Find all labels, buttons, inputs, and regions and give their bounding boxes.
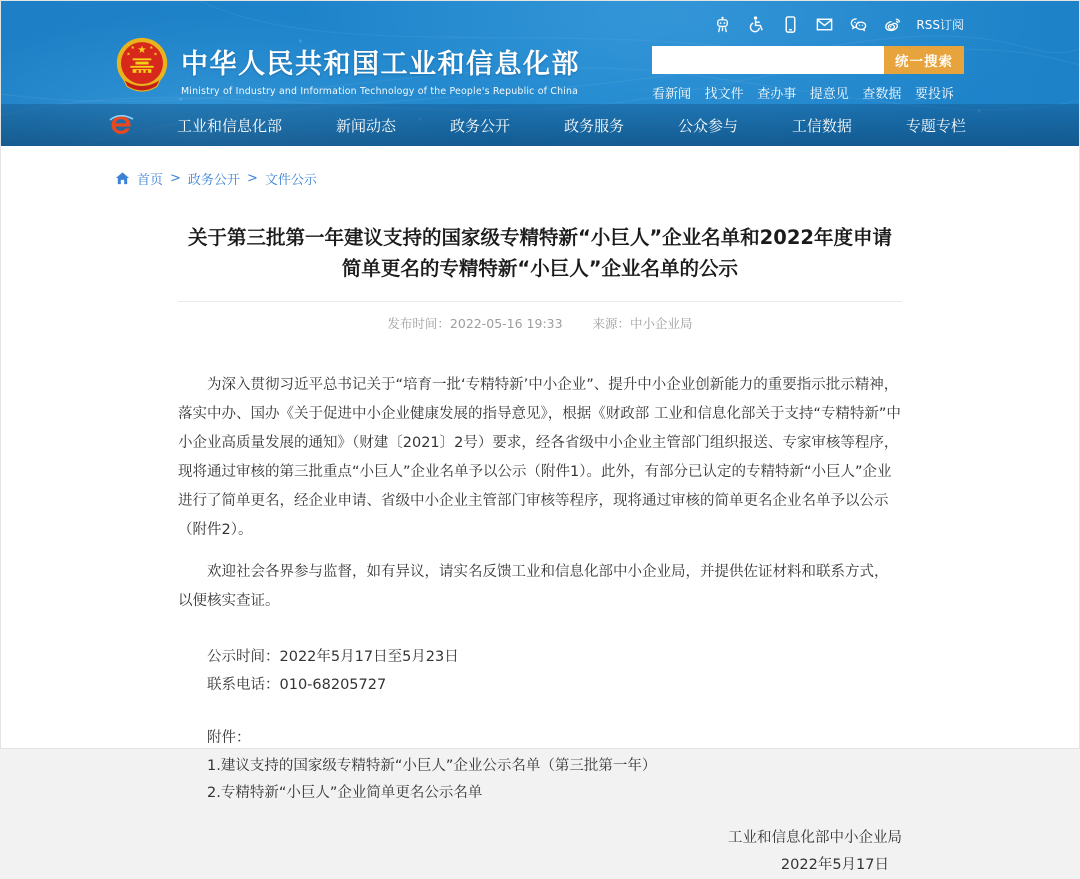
nav-item-topics[interactable]: 专题专栏 xyxy=(905,116,966,135)
header-icon-row xyxy=(652,11,964,37)
nav-item-participation[interactable]: 公众参与 xyxy=(677,116,738,135)
article-meta xyxy=(178,314,902,332)
nav-item-gov-open[interactable]: 政务公开 xyxy=(449,116,510,135)
signature-block xyxy=(178,825,902,879)
wechat-icon[interactable] xyxy=(848,14,868,34)
contact-phone: 联系电话：010-68205727 xyxy=(207,677,387,693)
nav-item-miit[interactable]: 工业和信息化部 xyxy=(177,116,283,135)
source: 来源：中小企业局 xyxy=(592,316,693,331)
site-header xyxy=(1,1,1079,146)
quick-link-data[interactable]: 查数据 xyxy=(862,87,902,102)
nav-item-data[interactable]: 工信数据 xyxy=(791,116,852,135)
quick-link-files[interactable]: 找文件 xyxy=(704,87,744,102)
mascot-icon[interactable] xyxy=(712,14,732,34)
notice-info xyxy=(178,643,902,699)
nav-items xyxy=(177,104,966,146)
nav-item-news[interactable]: 新闻动态 xyxy=(335,116,396,135)
quick-link-services[interactable]: 查办事 xyxy=(757,87,797,102)
search-bar xyxy=(652,46,964,74)
breadcrumb-separator: > xyxy=(246,171,258,186)
miit-logo-icon[interactable] xyxy=(106,110,136,140)
svg-text:★: ★ xyxy=(149,46,154,52)
main-nav xyxy=(1,104,1079,146)
header-right xyxy=(652,11,964,102)
svg-text:★: ★ xyxy=(153,52,158,58)
mail-icon[interactable] xyxy=(814,14,834,34)
ministry-name-en: Ministry of Industry and Information Technology of the People's Republic of China xyxy=(181,86,579,97)
svg-text:★: ★ xyxy=(137,43,147,56)
attachment-link-1[interactable]: 1.建议支持的国家级专精特新“小巨人”企业公示名单（第三批第一年） xyxy=(207,757,657,774)
signature-org: 工业和信息化部中小企业局 xyxy=(728,829,902,846)
paragraph: 为深入贯彻习近平总书记关于“培育一批‘专精特新’中小企业”、提升中小企业创新能力的重要指示批示精神，落实中办、国办《关于促进中小企业健康发展的指导意见》，根据《财政部 工业和信息化部关于支持“专精特新”中小企业高质量发展的通知》（财建〔2021〕2号）要求，经各省级中小企业主管部门组织报送、专家审核等程序，现将通过审核的第三批重点“小巨人”企业名单予以公示（附件1）。此外，有部分已认定的专精特新“小巨人”企业进行了简单更名，经企业申请、省级中小企业主管部门审核等程序，现将通过审核的简单更名企业名单予以公示（附件2）。 xyxy=(178,377,901,538)
breadcrumb-home[interactable]: 首页 xyxy=(137,173,164,188)
svg-text:★: ★ xyxy=(126,52,131,58)
breadcrumb xyxy=(1,146,1079,188)
home-icon[interactable] xyxy=(115,171,130,186)
weibo-icon[interactable] xyxy=(882,14,902,34)
mobile-icon[interactable] xyxy=(780,14,800,34)
signature-date: 2022年5月17日 xyxy=(780,856,889,873)
paragraph: 欢迎社会各界参与监督，如有异议，请实名反馈工业和信息化部中小企业局，并提供佐证材料和联系方式，以便核实查证。 xyxy=(178,564,889,609)
quick-link-news[interactable]: 看新闻 xyxy=(652,87,692,102)
search-button[interactable]: 统一搜索 xyxy=(884,46,964,74)
accessibility-icon[interactable] xyxy=(746,14,766,34)
notice-time: 公示时间：2022年5月17日至5月23日 xyxy=(207,649,459,665)
breadcrumb-gov-open[interactable]: 政务公开 xyxy=(187,173,240,188)
quick-link-complaint[interactable]: 要投诉 xyxy=(914,87,954,102)
page-title: 关于第三批第一年建议支持的国家级专精特新“小巨人”企业名单和2022年度申请简单更名的专精特新“小巨人”企业名单的公示 xyxy=(188,226,892,280)
ministry-titles xyxy=(181,42,580,97)
search-input[interactable] xyxy=(652,46,884,74)
nav-item-gov-service[interactable]: 政务服务 xyxy=(563,116,624,135)
article xyxy=(178,222,902,879)
attachment-link-2[interactable]: 2.专精特新“小巨人”企业简单更名公示名单 xyxy=(207,785,483,801)
title-divider xyxy=(178,301,902,302)
breadcrumb-separator: > xyxy=(170,171,181,186)
rss-subscribe-link[interactable]: RSS订阅 xyxy=(916,17,964,32)
quick-links xyxy=(652,83,964,102)
attachments-label: 附件： xyxy=(207,730,251,746)
attachments xyxy=(178,725,902,808)
quick-link-suggest[interactable]: 提意见 xyxy=(809,87,849,102)
article-body xyxy=(178,371,902,879)
national-emblem xyxy=(114,36,170,94)
ministry-name: 中华人民共和国工业和信息化部 xyxy=(181,49,580,80)
publish-time: 发布时间：2022-05-16 19:33 xyxy=(387,316,563,331)
breadcrumb-current[interactable]: 文件公示 xyxy=(264,173,317,188)
svg-text:★: ★ xyxy=(130,46,135,52)
